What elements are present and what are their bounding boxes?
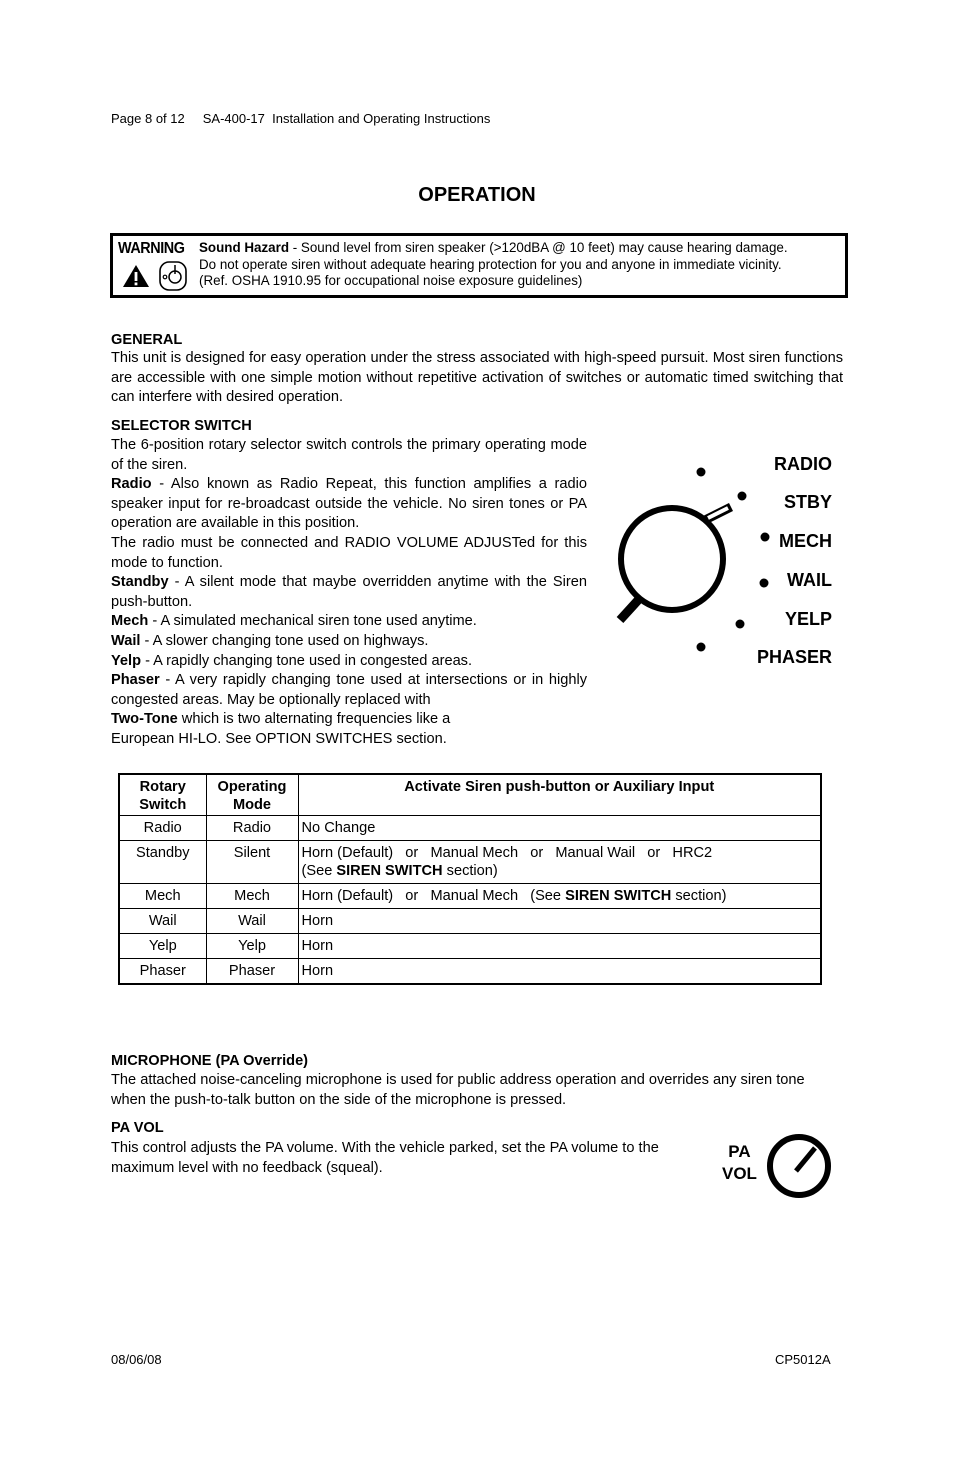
col-header-action: Activate Siren push-button or Auxiliary Input (298, 774, 821, 816)
general-text: This unit is designed for easy operation under the stress associated with high-speed pursuit. Most siren functions are accessible with one simple motion without repetitive activation of switches or automatic timed switching that can interfere with desired operation. (111, 350, 843, 406)
position-dot-radio (697, 468, 706, 477)
selector-heading: SELECTOR SWITCH (111, 418, 252, 434)
table-row (119, 884, 821, 909)
radio-term: Radio (111, 476, 152, 493)
table-row (119, 934, 821, 959)
wail-term: Wail (111, 632, 141, 649)
table-cell: Mech (206, 884, 298, 909)
page-header (111, 111, 490, 126)
pavol-label-vol: VOL (722, 1164, 757, 1183)
knob-label-stby: STBY (783, 492, 832, 512)
microphone-text: The attached noise-canceling microphone is used for public address operation and overrides any siren tone when the push-to-talk button on the side of the microphone is pressed. (111, 1072, 805, 1108)
table-cell: Wail (206, 909, 298, 934)
selector-knob (620, 507, 731, 620)
selector-text (111, 436, 587, 750)
table-cell: Horn (Default) or Manual Mech (See SIREN SWITCH section) (298, 884, 821, 909)
footer-date: 08/06/08 (111, 1352, 162, 1367)
table-cell: Wail (119, 909, 206, 934)
knob-label-radio: RADIO (774, 454, 832, 474)
col-header-rotary: Rotary Switch (119, 774, 206, 816)
knob-label-phaser: PHASER (756, 647, 832, 667)
warning-text (199, 240, 844, 290)
twotone-desc2: European HI-LO. See OPTION SWITCHES section. (111, 730, 447, 747)
warning-label: WARNING (118, 240, 185, 257)
radio-note: The radio must be connected and RADIO VOLUME ADJUSTed for this mode to function. (111, 534, 587, 571)
table-cell: Radio (119, 816, 206, 841)
warning-line3: (Ref. OSHA 1910.95 for occupational noise exposure guidelines) (199, 273, 583, 288)
position-dot-yelp (736, 620, 745, 629)
table-cell: Phaser (119, 959, 206, 985)
table-cell: Phaser (206, 959, 298, 985)
standby-desc: - A silent mode that maybe overridden anytime with the Siren push-button. (111, 574, 587, 610)
table-cell: Mech (119, 884, 206, 909)
radio-desc: - Also known as Radio Repeat, this function amplifies a radio speaker input for re-broadcast outside the vehicle. No siren tones or PA operation are available in this position. (111, 476, 587, 532)
hearing-protection-icon (158, 259, 188, 293)
mech-desc: - A simulated mechanical siren tone used anytime. (148, 613, 477, 630)
standby-term: Standby (111, 574, 169, 591)
general-heading: GENERAL (111, 332, 183, 348)
position-dot-stby (738, 492, 747, 501)
table-cell: Standby (119, 841, 206, 884)
phaser-term: Phaser (111, 672, 160, 689)
pavol-label (722, 1141, 757, 1185)
twotone-term: Two-Tone (111, 711, 178, 728)
pavol-heading: PA VOL (111, 1120, 164, 1136)
mech-term: Mech (111, 613, 149, 630)
warning-line1: - Sound level from siren speaker (>120dBA @ 10 feet) may cause hearing damage. (289, 240, 788, 255)
table-row (119, 841, 821, 884)
table-cell: Silent (206, 841, 298, 884)
knob-label-wail: WAIL (787, 570, 832, 590)
position-dot-wail (760, 579, 769, 588)
table-cell: Radio (206, 816, 298, 841)
pa-volume-knob-icon (765, 1131, 835, 1201)
pavol-text: This control adjusts the PA volume. With the vehicle parked, set the PA volume to the maximum level with no feedback (squeal). (111, 1140, 659, 1176)
phaser-desc: - A very rapidly changing tone used at intersections or in highly congested areas. May be optionally replaced with (111, 672, 587, 708)
table-cell: Horn (298, 909, 821, 934)
microphone-heading: MICROPHONE (PA Override) (111, 1053, 309, 1069)
table-row (119, 909, 821, 934)
table-row (119, 816, 821, 841)
knob-label-mech: MECH (779, 531, 832, 551)
twotone-desc: which is two alternating frequencies like a (177, 711, 451, 728)
table-cell: Horn (298, 934, 821, 959)
footer-code: CP5012A (775, 1352, 831, 1367)
warning-box (110, 233, 848, 298)
warning-hazard: Sound Hazard (199, 240, 290, 255)
document-title: SA-400-17 Installation and Operating Instructions (202, 111, 491, 126)
table-header-row (119, 774, 821, 816)
wail-desc: - A slower changing tone used on highways. (140, 632, 429, 649)
position-dot-mech (761, 533, 770, 542)
warning-line2: Do not operate siren without adequate hearing protection for you and anyone in immediate vicinity. (199, 256, 782, 272)
table-cell: No Change (298, 816, 821, 841)
table-cell: Yelp (206, 934, 298, 959)
table-row (119, 959, 821, 985)
switch-mode-table (118, 773, 822, 985)
table-cell: Yelp (119, 934, 206, 959)
yelp-term: Yelp (111, 652, 142, 669)
rotary-selector-diagram (600, 440, 845, 670)
knob-label-yelp: YELP (784, 609, 832, 629)
position-dot-phaser (697, 643, 706, 652)
table-cell: Horn (Default) or Manual Mech or Manual Wail or HRC2 (See SIREN SWITCH section) (298, 841, 821, 884)
yelp-desc: - A rapidly changing tone used in congested areas. (141, 652, 473, 669)
table-cell: Horn (298, 959, 821, 985)
selector-intro: The 6-position rotary selector switch controls the primary operating mode of the siren. (111, 437, 587, 473)
warning-triangle-icon (121, 263, 151, 289)
col-header-mode: Operating Mode (206, 774, 298, 816)
page-number: Page 8 of 12 (111, 111, 185, 126)
section-title: OPERATION (418, 184, 536, 206)
pavol-label-pa: PA (728, 1142, 751, 1161)
